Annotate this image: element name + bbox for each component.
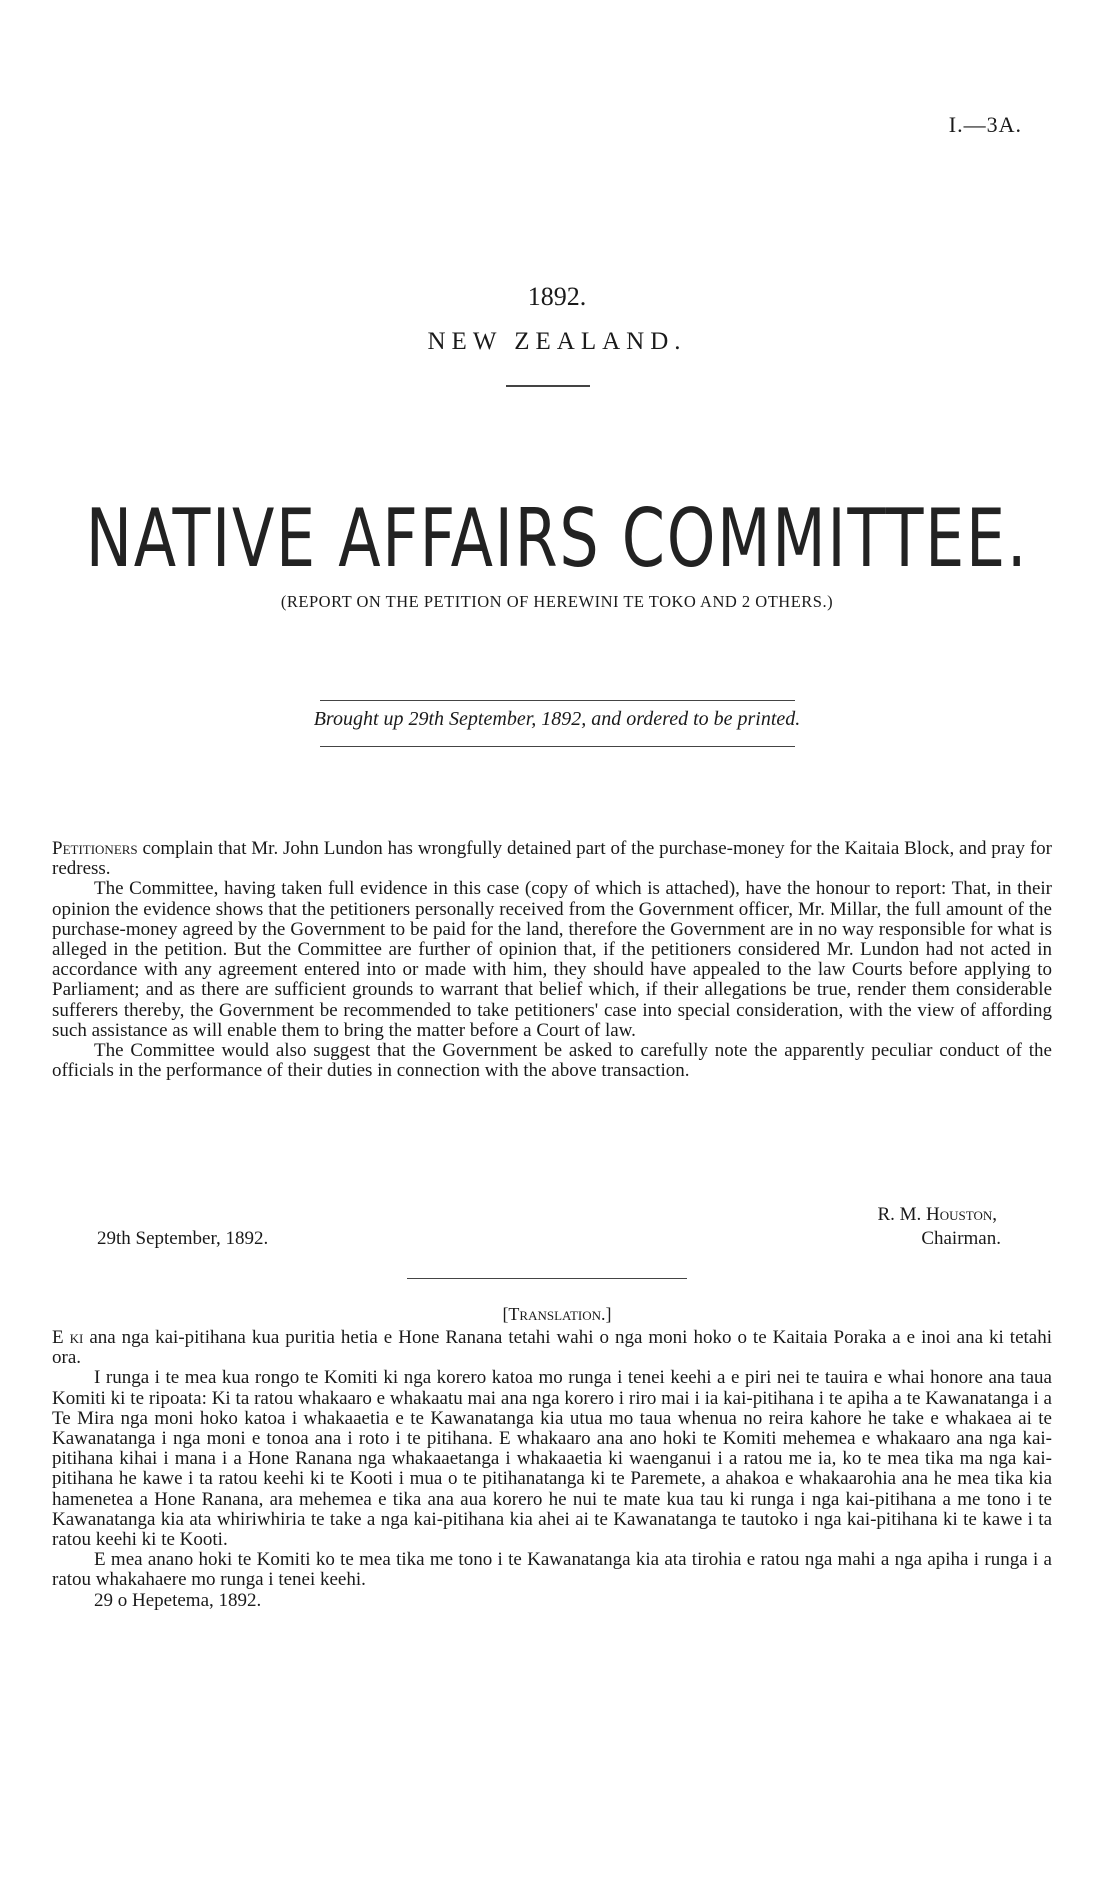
translation-date: 29 o Hepetema, 1892. — [94, 1589, 262, 1611]
header-divider — [506, 385, 590, 387]
bottom-rule — [320, 746, 795, 747]
brought-up-line: Brought up 29th September, 1892, and ordered to be printed. — [313, 708, 801, 730]
translation-paragraph-1: E ki ana nga kai-pitihana kua puritia hetia e Hone Ranana tetahi wahi o nga moni hoko o te Kaitaia Poraka a e inoi ana ki tetahi ora. — [52, 1327, 1053, 1369]
report-paragraph-3: The Committee would also suggest that the Government be asked to carefully note the apparently peculiar conduct of the officials in the performance of their duties in connection with the above transaction. — [52, 1040, 1052, 1082]
translation-paragraph-2: I runga i te mea kua rongo te Komiti ki nga korero katoa mo runga i tenei keehi a e piri nei te tauira e whai honore ana taua Komiti ki te ripoata: Ki ta ratou whakaaro e whakaatu mai ana nga korero i riro mai i ia kai-pitihana i te apiha a te Kawanatanga i a Te Mira nga moni hoko katoa i whakaaetia e te Kawanatanga kia utua mo taua whenua no reira kahore he take e whakaea ai te Kawanatanga i nga moni e tonoa ana i roto i te pitihana. E whakaaro ana ano hoki te Komiti mehemea e whakaaro ana nga kai-pitihana kihai i mana i a Hone Ranana nga whakaaetanga i whakaaetia ki waenganui i a ratou me ia, ko te mea tika ma nga kai-pitihana he kawe i ta ratou keehi ki te Kooti i mua o te pitihanatanga ki te Paremete, a ahakoa e whakaarohia ana he mea tika kia hamenetea a Hone Ranana, ara mehemea e tika ana aua korero he nui te mate kua tau ki runga i nga kai-pitihana a me tono i te Kawanatanga kia ata whiriwhiria te take a nga kai-pitihana kia ahei ai te Kawanatanga te tautoko i nga kai-pitihana ki te kawe i ta ratou keehi ki te Kooti. — [52, 1367, 1052, 1551]
report-paragraph-1: Petitioners complain that Mr. John Lundon has wrongfully detained part of the purchase-money for the Kaitaia Block, and pray for redress. — [52, 838, 1052, 880]
translation-heading: [Translation.] — [502, 1304, 612, 1324]
signatory-name: R. M. Houston, — [877, 1204, 997, 1225]
report-paragraph-2: The Committee, having taken full evidence in this case (copy of which is attached), have the honour to report: That, in their opinion the evidence shows that the petitioners personally received from the Government officer, Mr. Millar, the full amount of the purchase-money agreed by the Government to be paid for the land, therefore the Government are in no way responsible for what is alleged in the petition. But the Committee are further of opinion that, if the petitioners considered Mr. Lundon had not acted in accordance with any agreement entered into or made with him, they should have appealed to the law Courts before applying to Parliament; and as there are sufficient grounds to warrant that belief which, if their allegations be true, render them considerable sufferers thereby, the Government be recommended to take petitioners' case into special consideration, with the view of affording such assistance as will enable them to bring the matter before a Court of law. — [52, 878, 1052, 1041]
report-body — [52, 839, 1052, 1081]
page-reference: I.—3A. — [948, 112, 1022, 137]
report-lead-word: Petitioners — [52, 838, 138, 859]
petition-subtitle: (REPORT ON THE PETITION OF HEREWINI TE TOKO AND 2 OTHERS.) — [280, 592, 834, 611]
signatory-role: Chairman. — [921, 1228, 1001, 1249]
top-rule — [320, 700, 795, 701]
main-title: NATIVE AFFAIRS COMMITTEE. — [85, 492, 1029, 585]
translation-body — [52, 1328, 1052, 1611]
translation-paragraph-3: E mea anano hoki te Komiti ko te mea tika me tono i te Kawanatanga kia ata tirohia e ratou nga mahi a nga apiha i runga i a ratou whakahaere mo runga i tenei keehi. — [52, 1549, 1052, 1591]
document-country: NEW ZEALAND. — [427, 328, 687, 355]
translation-divider — [407, 1278, 687, 1279]
report-date: 29th September, 1892. — [97, 1228, 269, 1249]
document-year: 1892. — [527, 282, 587, 311]
translation-lead-word: E ki — [52, 1327, 84, 1348]
